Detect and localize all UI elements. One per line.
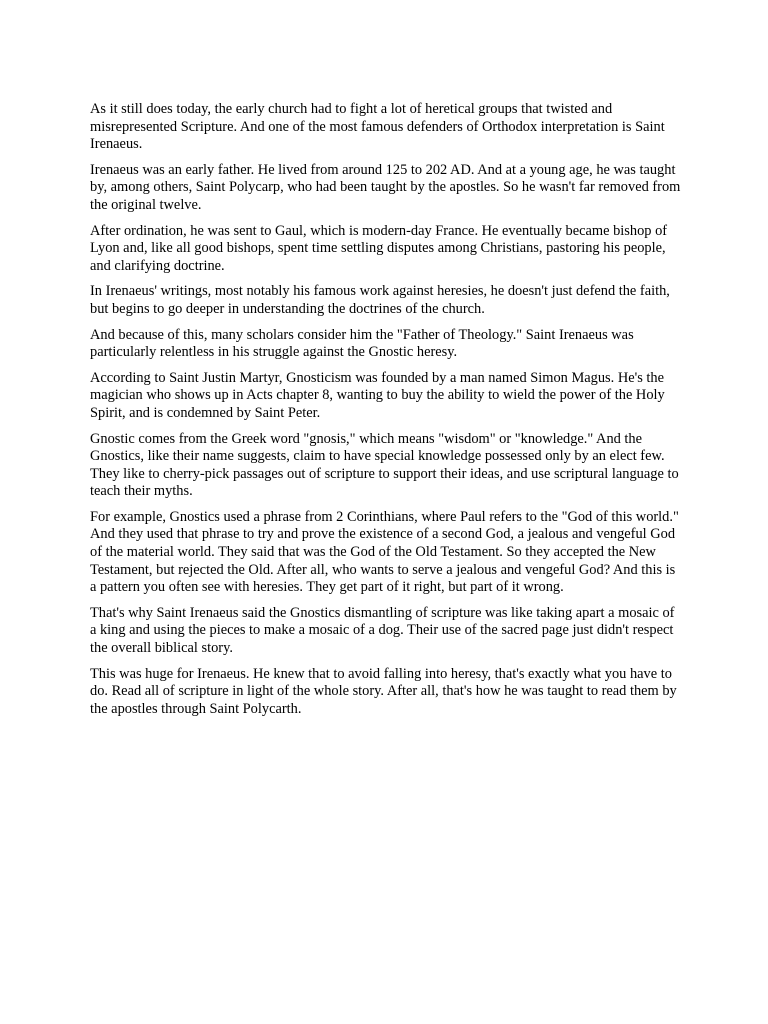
document-body [90,101,682,726]
paragraph-3: After ordination, he was sent to Gaul, which is modern-day France. He eventually became bishop of Lyon and, like all good bishops, spent time settling disputes among Christians, pastoring his people, and clarifying doctrine. [90,222,668,274]
paragraph-4: In Irenaeus' writings, most notably his famous work against heresies, he doesn't just defend the faith, but begins to go deeper in understanding the doctrines of the church. [90,283,670,317]
paragraph-9: That's why Saint Irenaeus said the Gnostics dismantling of scripture was like taking apart a mosaic of a king and using the pieces to make a mosaic of a dog. Their use of the sacred page just didn't respect the overall biblical story. [90,604,675,657]
paragraph-5: And because of this, many scholars consider him the "Father of Theology." Saint Irenaeus was particularly relentless in his struggle against the Gnostic heresy. [90,326,634,361]
paragraph-10: This was huge for Irenaeus. He knew that to avoid falling into heresy, that's exactly what you have to do. Read all of scripture in light of the whole story. After all, that's how he was taught to read them by the apostles through Saint Polycarth. [90,665,677,717]
paragraph-1: As it still does today, the early church had to fight a lot of heretical groups that twisted and misrepresented Scripture. And one of the most famous defenders of Orthodox interpretation is Saint Irenaeus. [90,101,665,153]
paragraph-6: According to Saint Justin Martyr, Gnosticism was founded by a man named Simon Magus. He's the magician who shows up in Acts chapter 8, wanting to buy the ability to wield the power of the Holy Spirit, and is condemned by Saint Peter. [90,369,665,421]
paragraph-7: Gnostic comes from the Greek word "gnosis," which means "wisdom" or "knowledge." And the Gnostics, like their name suggests, claim to have special knowledge possessed only by an elect few. They like to cherry-pick passages out of scripture to support their ideas, and use scriptural language to teach their myths. [90,430,679,500]
paragraph-2: Irenaeus was an early father. He lived from around 125 to 202 AD. And at a young age, he was taught by, among others, Saint Polycarp, who had been taught by the apostles. So he wasn't far removed from the original twelve. [90,161,681,213]
paragraph-8: For example, Gnostics used a phrase from 2 Corinthians, where Paul refers to the "God of this world." And they used that phrase to try and prove the existence of a second God, a jealous and vengeful God of the material world. They said that was the God of the Old Testament. So they accepted the New Testament, but rejected the Old. After all, who wants to serve a jealous and vengeful God? And this is a pattern you often see with heresies. They get part of it right, but part of it wrong. [90,508,679,596]
